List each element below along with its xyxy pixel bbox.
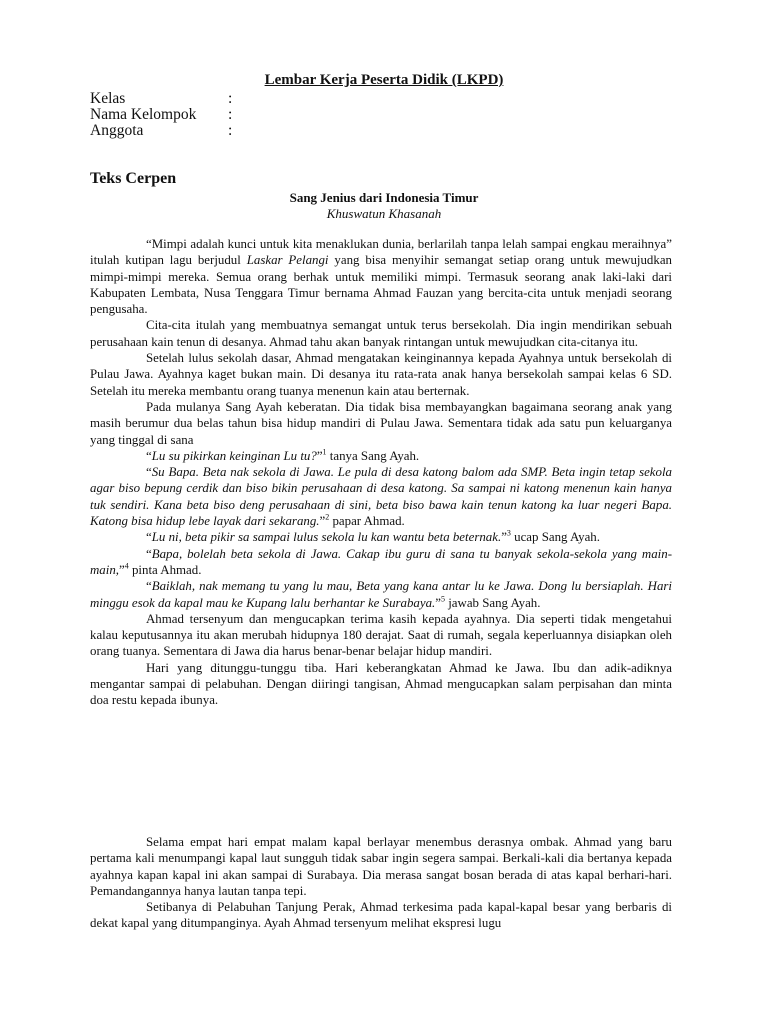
- song-title: Laskar Pelangi: [246, 253, 329, 268]
- paragraph-5: Ahmad tersenyum dan mengucapkan terima kasih kepada ayahnya. Dia seperti tidak mengetahui kalau keputusannya itu akan merubah hidupnya 180 derajat. Saat di rumah, segala keperluannya disiapkan oleh orang tuanya. Sementara di Jawa dia harus benar-benar belajar hidup mandiri.: [90, 611, 672, 659]
- paragraph-2: Cita-cita itulah yang membuatnya semangat untuk terus bersekolah. Dia ingin mendirikan sebuah perusahaan kain tenun di desanya. Ahmad tahu akan banyak rintangan untuk mewujudkan cita-citanya itu.: [90, 318, 672, 349]
- footnote-marker: 2: [325, 512, 330, 522]
- paragraph-8: Setibanya di Pelabuhan Tanjung Perak, Ahmad terkesima pada kapal-kapal besar yang berbaris di dekat kapal yang ditumpanginya. Ayah Ahmad tersenyum melihat ekspresi lugu: [90, 900, 672, 931]
- paragraph-1: “Mimpi adalah kunci untuk kita menaklukan dunia, berlarilah tanpa lelah sampai engkau meraihnya” itulah kutipan lagu berjudul Laskar Pelangi yang bisa menyihir semangat setiap orang untuk mewujudkan mimpi-mimpi mereka. Semua orang berhak untuk memiliki mimpi. Termasuk seorang anak laki-laki dari Kabupaten Lembata, Nusa Tenggara Timur bernama Ahmad Fauzan yang bercita-cita untuk menjadi seorang pengusaha.: [90, 237, 672, 317]
- paragraph-4: Pada mulanya Sang Ayah keberatan. Dia tidak bisa membayangkan bagaimana seorang anak yang masih berumur dua belas tahun bisa hidup mandiri di Pulau Jawa. Sementara tidak ada satu pun keluarganya yang tinggal di sana: [90, 399, 672, 447]
- footnote-marker: 1: [322, 447, 327, 457]
- section-title: Teks Cerpen: [90, 170, 177, 187]
- footnote-marker: 3: [506, 529, 511, 539]
- worksheet-title: Lembar Kerja Peserta Didik (LKPD): [264, 72, 504, 88]
- footnote-marker: 5: [441, 594, 445, 604]
- field-label: Kelas: [90, 90, 126, 107]
- paragraph-6: Hari yang ditunggu-tunggu tiba. Hari keberangkatan Ahmad ke Jawa. Ibu dan adik-adiknya mengantar sampai di pelabuhan. Dengan diiringi tangisan, Ahmad mengucapkan salam perpisahan dan minta doa restu kepada ibunya.: [90, 660, 672, 708]
- field-label: Nama Kelompok: [90, 106, 197, 123]
- dialogue-5: “Baiklah, nak memang tu yang lu mau, Beta yang kana antar lu ke Jawa. Dong lu bersiaplah. Hari minggu esok da kapal mau ke Kupang lalu berhantar ke Surabaya.”$^5$ jawab Sang Ayah.: [90, 579, 672, 610]
- story-author: Khuswatun Khasanah: [326, 206, 442, 221]
- story-body: [90, 236, 672, 709]
- field-label: Anggota: [90, 122, 144, 139]
- dialogue-4: “Bapa, bolelah beta sekola di Jawa. Cakap ibu guru di sana tu banyak sekola-sekola yang main-main,”$^4$ pinta Ahmad.: [90, 546, 672, 577]
- footnote-marker: 4: [124, 561, 129, 571]
- field-anggota: [90, 122, 233, 140]
- field-colon: :: [228, 122, 233, 139]
- dialogue-1: “Lu su pikirkan keinginan Lu tu?”$^1$ tanya Sang Ayah.: [146, 447, 420, 463]
- paragraph-3: Setelah lulus sekolah dasar, Ahmad mengatakan keinginannya kepada Ayahnya untuk bersekolah di Pulau Jawa. Ayahnya kaget bukan main. Di desanya itu rata-rata anak hanya bersekolah sampai kelas 6 SD. Setelah itu mereka membantu orang tuanya menenun kain atau berternak.: [90, 351, 672, 398]
- story-title: Sang Jenius dari Indonesia Timur: [289, 190, 479, 205]
- field-colon: :: [228, 90, 233, 107]
- paragraph-7: Selama empat hari empat malam kapal berlayar menembus derasnya ombak. Ahmad yang baru pertama kali menumpangi kapal laut sungguh tidak sabar ingin segera sampai. Berkali-kali dia bertanya kepada ayahnya kapan kapal ini akan sampai di Surabaya. Dia merasa sangat bosan berada di atas kapal berhari-hari. Pemandangannya hanya lautan tanpa tepi.: [90, 835, 672, 898]
- field-colon: :: [228, 106, 233, 123]
- dialogue-3: “Lu ni, beta pikir sa sampai lulus sekola lu kan wantu beta beternak.”$^3$ ucap Sang Ayah.: [146, 529, 600, 545]
- story-body-continued: [90, 834, 672, 932]
- dialogue-2: “Su Bapa. Beta nak sekola di Jawa. Le pula di desa katong balom ada SMP. Beta ingin tetap sekola agar biso bepung cerdik dan biso bikin perusahaan di desa katong. Sa sampai ni katong menenun kain hanya tuk sendiri. Kana beta biso deng perusahaan di sini, beta biso bawa kain tenun katong ka luar negeri Bapa. Katong bisa hidup lebe layak dari sekarang.”$^2$ papar Ahmad.: [90, 465, 672, 529]
